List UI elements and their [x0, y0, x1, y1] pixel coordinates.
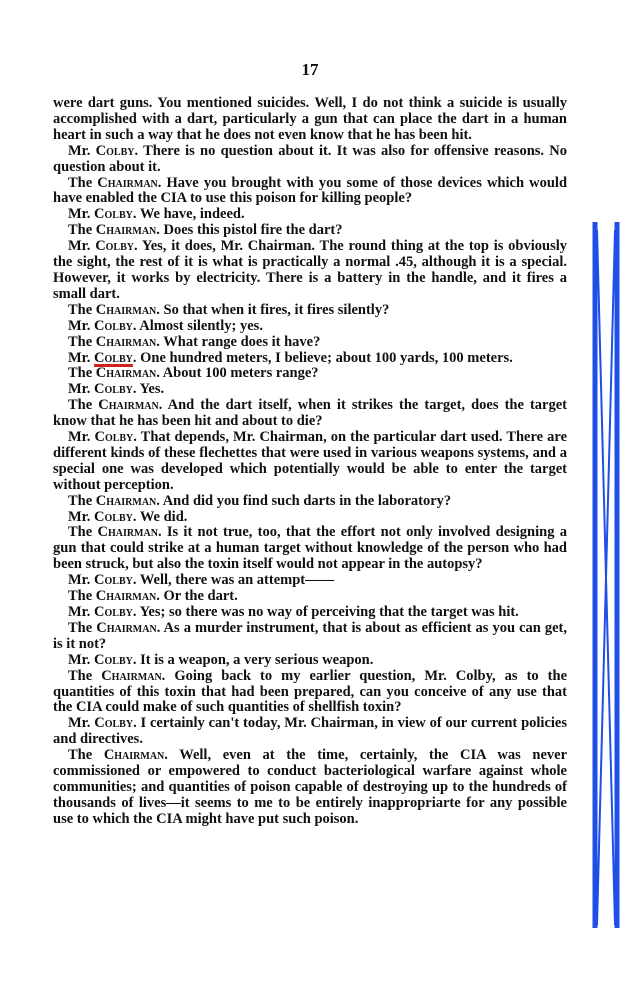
margin-mark-diagonal: [597, 230, 615, 925]
speaker-title: Mr.: [68, 715, 95, 732]
transcript-paragraph: [53, 494, 567, 510]
paragraph-text: . We have, indeed.: [132, 206, 245, 223]
transcript-paragraph: [53, 303, 567, 319]
paragraph-text: . Is it not true, too, that the effort not only involved designing a gun that could strike at a human target without knowledge of the person who had been struck, but also the toxin itself would not appear in the autopsy?: [53, 524, 567, 573]
speaker-title: Mr.: [68, 317, 95, 334]
transcript-paragraph: [53, 621, 567, 653]
transcript-paragraph: [53, 589, 567, 605]
transcript-paragraph: [53, 605, 567, 621]
transcript-paragraph: [53, 176, 567, 208]
speaker-title: Mr.: [68, 429, 95, 446]
speaker-name: Colby: [94, 604, 133, 620]
transcript-paragraph: [53, 335, 567, 351]
paragraph-text: . As a murder instrument, that is about as efficient as you can get, is it not?: [53, 619, 568, 652]
speaker-name: Colby: [94, 317, 133, 334]
paragraph-text: . Well, even at the time, certainly, the CIA was never commissioned or empowered to conduct bacteriological warfare against whole communities; and quantities of poison capable of destroying up to the hundreds of thousands of lives—it seems to me to be entirely inappropriarte for any possible use to which the CIA might have put such poison.: [53, 747, 568, 827]
transcript-paragraph: [53, 223, 567, 239]
paragraph-text: were dart guns. You mentioned suicides. Well, I do not think a suicide is usually accomplished with a dart, particularly a gun that can place the dart in a human heart in such a way that he does not even know that he has been hit.: [53, 95, 567, 143]
speaker-name: Chairman: [103, 747, 165, 764]
speaker-name: Colby: [95, 238, 134, 255]
paragraph-text: . It is a weapon, a very serious weapon.: [132, 651, 374, 668]
transcript-paragraph: [53, 430, 567, 494]
speaker-name: Chairman: [98, 397, 159, 414]
transcript-paragraph: [53, 748, 567, 828]
speaker-title: The: [68, 397, 99, 414]
page-number: 17: [301, 60, 319, 79]
speaker-title: The: [68, 174, 98, 191]
speaker-name: Colby: [94, 508, 133, 525]
speaker-title: The: [68, 588, 96, 605]
transcript-paragraph: [53, 510, 567, 526]
transcript-paragraph: [53, 525, 567, 573]
transcript-paragraph: [53, 96, 567, 144]
paragraph-text: . Well, there was an attempt——: [132, 572, 335, 589]
speaker-name: Colby: [94, 206, 133, 223]
paragraph-text: . What range does it have?: [156, 333, 321, 350]
paragraph-text: . Yes, it does, Mr. Chairman. The round thing at the top is obviously the sight, the rest of it is what is practically a normal .45, although it is a special. However, it works by electricity. There is a battery in the handle, and it fires a small dart.: [53, 238, 567, 302]
speaker-name: Colby: [94, 715, 134, 732]
paragraph-text: . Yes; so there was no way of perceiving that the target was hit.: [132, 604, 519, 620]
speaker-title: The: [68, 365, 96, 382]
transcript-paragraph: [53, 669, 567, 717]
transcript-paragraph: [53, 207, 567, 223]
speaker-name: Colby: [94, 429, 134, 446]
speaker-name: Chairman: [95, 222, 157, 239]
speaker-name: Chairman: [97, 524, 158, 541]
paragraph-text: . Or the dart.: [156, 588, 238, 605]
speaker-title: Mr.: [68, 349, 95, 366]
transcript-paragraph: [53, 351, 567, 367]
speaker-title: Mr.: [68, 572, 95, 589]
speaker-name: Chairman: [95, 492, 157, 509]
paragraph-text: . And the dart itself, when it strikes the target, does the target know that he has been hit and about to die?: [53, 397, 567, 430]
transcript-paragraph: [53, 144, 567, 176]
paragraph-text: . Have you brought with you some of those devices which would have enabled the CIA to use this poison for killing people?: [53, 174, 568, 207]
paragraph-text: . So that when it fires, it fires silently?: [156, 301, 390, 318]
speaker-name: Chairman: [95, 588, 157, 605]
transcript-paragraph: [53, 319, 567, 335]
speaker-title: Mr.: [68, 206, 95, 223]
transcript-body: [53, 96, 567, 828]
paragraph-text: . There is no question about it. It was also for offensive reasons. No question about it.: [53, 142, 567, 175]
speaker-title: The: [68, 222, 96, 239]
speaker-name: Chairman: [97, 174, 158, 191]
paragraph-text: . Does this pistol fire the dart?: [156, 222, 343, 239]
speaker-title: The: [68, 747, 104, 764]
paragraph-text: . Almost silently; yes.: [132, 317, 263, 334]
speaker-title: Mr.: [68, 604, 95, 620]
speaker-title: Mr.: [68, 651, 95, 668]
speaker-name: Chairman: [95, 333, 157, 350]
speaker-name: Colby: [95, 142, 135, 159]
paragraph-text: . About 100 meters range?: [156, 365, 319, 382]
speaker-name: Colby: [94, 381, 133, 398]
paragraph-text: . That depends, Mr. Chairman, on the particular dart used. There are different kinds of these flechettes that were used in various weapons systems, and a special one was developed which potentially would be able to enter the target without perception.: [53, 429, 568, 493]
speaker-title: Mr.: [68, 381, 95, 398]
margin-mark-diagonal: [597, 230, 615, 925]
paragraph-text: . We did.: [132, 508, 188, 525]
paragraph-text: . One hundred meters, I believe; about 100 yards, 100 meters.: [132, 349, 513, 366]
paragraph-text: . Yes.: [132, 381, 165, 398]
speaker-name: Chairman: [96, 619, 157, 636]
speaker-title: The: [68, 301, 96, 318]
paragraph-text: . I certainly can't today, Mr. Chairman, in view of our current policies and directives.: [53, 715, 567, 748]
speaker-title: The: [68, 492, 96, 509]
transcript-paragraph: [53, 366, 567, 382]
paragraph-text: . Going back to my earlier question, Mr. Colby, as to the quantities of this toxin that had been prepared, can you conceive of any use that the CIA could make of such quantities of shellfish toxin?: [53, 667, 568, 716]
speaker-title: Mr.: [68, 142, 96, 159]
speaker-title: Mr.: [68, 238, 96, 255]
speaker-name: Colby: [94, 651, 133, 668]
speaker-name: Chairman: [95, 365, 157, 382]
speaker-title: The: [68, 667, 102, 684]
speaker-name: Colby: [94, 349, 133, 366]
transcript-paragraph: [53, 239, 567, 303]
speaker-name: Chairman: [95, 301, 157, 318]
paragraph-text: . And did you find such darts in the laboratory?: [156, 492, 452, 509]
speaker-title: The: [68, 333, 96, 350]
speaker-title: The: [68, 524, 98, 541]
speaker-title: The: [68, 619, 97, 636]
transcript-paragraph: [53, 382, 567, 398]
transcript-paragraph: [53, 398, 567, 430]
speaker-title: Mr.: [68, 508, 95, 525]
transcript-paragraph: [53, 573, 567, 589]
transcript-paragraph: [53, 716, 567, 748]
speaker-name: Colby: [94, 572, 133, 589]
speaker-name: Chairman: [101, 667, 162, 684]
transcript-paragraph: [53, 653, 567, 669]
